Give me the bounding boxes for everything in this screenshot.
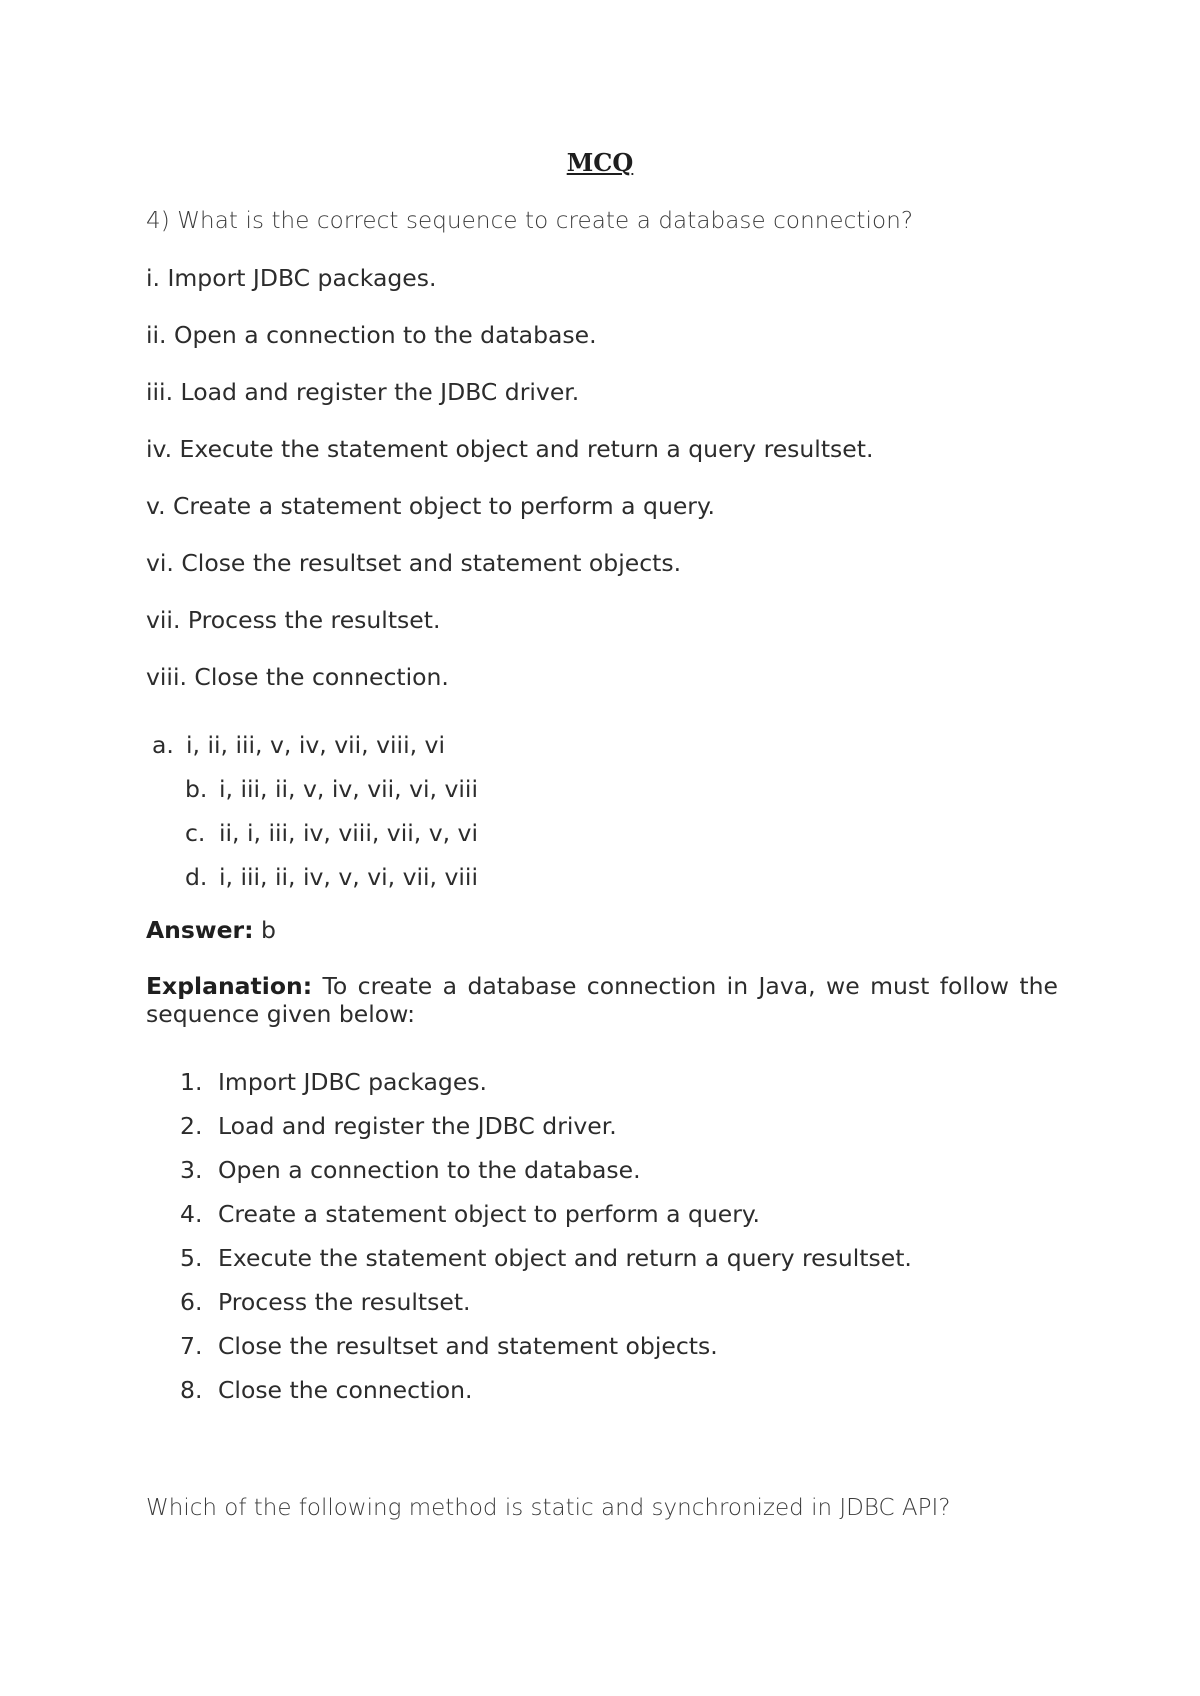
list-number: 1. [180,1068,203,1096]
option-d [185,863,478,891]
step-item: v. Create a statement object to perform a query. [146,492,715,520]
option-c [185,819,478,847]
list-text: Load and register the JDBC driver. [218,1112,617,1140]
ordered-list-item [180,1288,471,1316]
step-item: iii. Load and register the JDBC driver. [146,378,580,406]
option-text: i, ii, iii, v, iv, vii, viii, vi [186,731,445,759]
list-number: 2. [180,1112,203,1140]
option-letter: c. [185,819,206,847]
step-item: vii. Process the resultset. [146,606,441,634]
followup-question: Which of the following method is static and synchronized in JDBC API? [146,1495,951,1521]
answer-line [146,916,276,944]
list-text: Open a connection to the database. [218,1156,641,1184]
explanation-text: To create a database connection in Java, we must follow the sequence given below: [146,972,1058,1028]
list-number: 5. [180,1244,203,1272]
step-item: ii. Open a connection to the database. [146,321,597,349]
ordered-list-item [180,1156,641,1184]
option-text: i, iii, ii, iv, v, vi, vii, viii [219,863,478,891]
step-item: vi. Close the resultset and statement objects. [146,549,682,577]
step-item: iv. Execute the statement object and return a query resultset. [146,435,874,463]
ordered-list-item [180,1200,760,1228]
option-text: i, iii, ii, v, iv, vii, vi, viii [219,775,478,803]
list-text: Import JDBC packages. [218,1068,487,1096]
option-letter: a. [152,731,174,759]
answer-value: b [261,916,276,944]
ordered-list-item [180,1332,718,1360]
list-text: Execute the statement object and return a query resultset. [218,1244,912,1272]
list-number: 6. [180,1288,203,1316]
page-title: MCQ [566,148,634,177]
list-number: 3. [180,1156,203,1184]
ordered-list-item [180,1244,912,1272]
option-text: ii, i, iii, iv, viii, vii, v, vi [219,819,478,847]
list-text: Close the resultset and statement objects. [218,1332,718,1360]
list-text: Process the resultset. [218,1288,471,1316]
option-letter: b. [185,775,208,803]
ordered-list-item [180,1112,617,1140]
step-item: viii. Close the connection. [146,663,449,691]
explanation-paragraph [146,972,1058,1028]
ordered-list-item [180,1376,472,1404]
list-text: Close the connection. [218,1376,473,1404]
list-number: 8. [180,1376,203,1404]
list-number: 4. [180,1200,203,1228]
list-text: Create a statement object to perform a query. [218,1200,760,1228]
list-number: 7. [180,1332,203,1360]
option-b [185,775,478,803]
explanation-label: Explanation: [146,972,313,1000]
option-a [152,731,445,759]
step-item: i. Import JDBC packages. [146,264,437,292]
ordered-list-item [180,1068,487,1096]
answer-label: Answer: [146,916,254,944]
question-text: 4) What is the correct sequence to create a database connection? [146,208,914,234]
option-letter: d. [185,863,208,891]
